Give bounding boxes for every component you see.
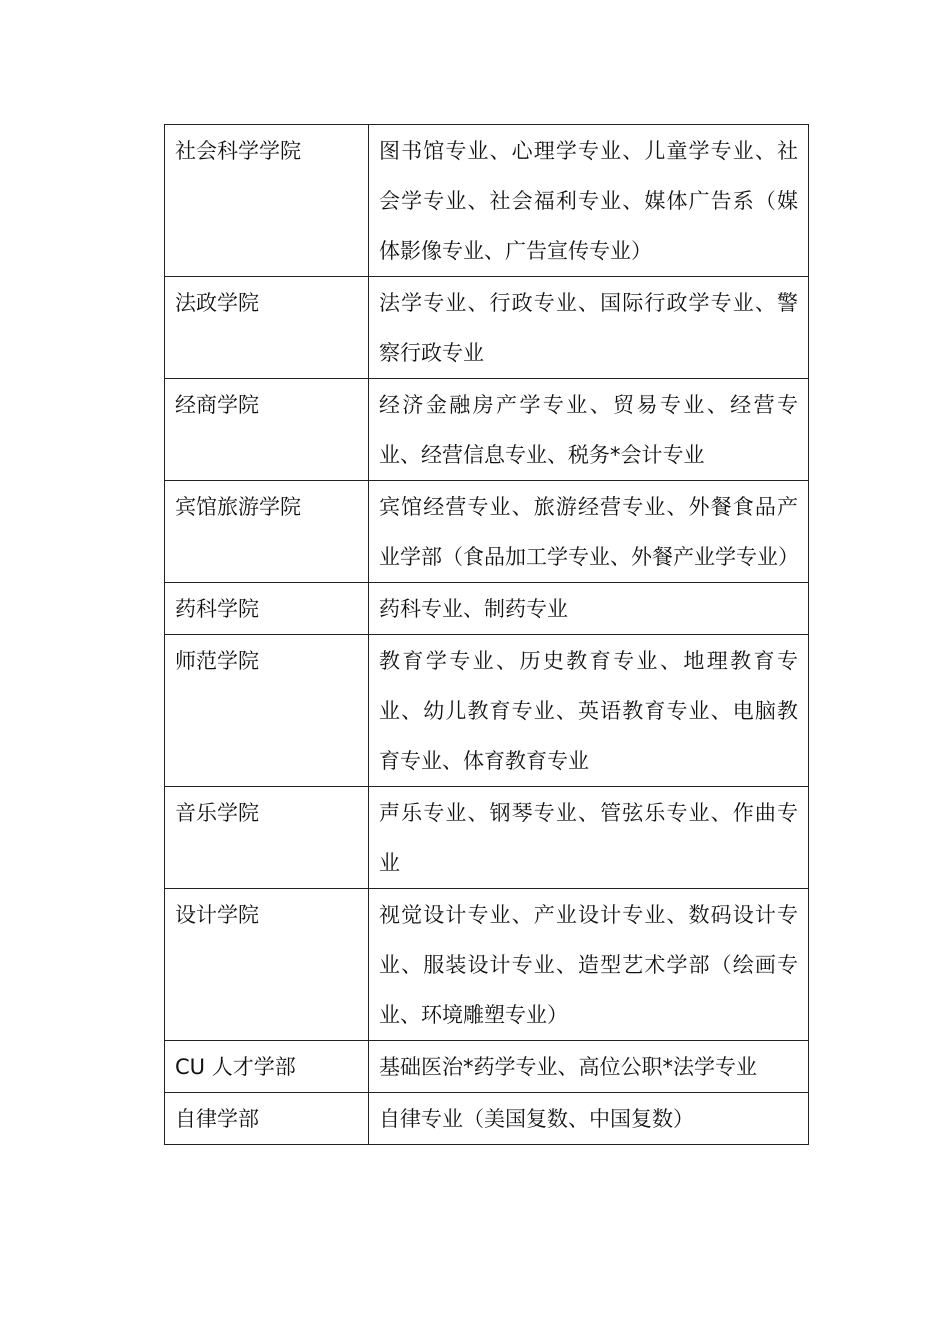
college-name: 设计学院 [165,889,369,1041]
majors-list: 法学专业、行政专业、国际行政学专业、警察行政专业 [369,277,809,379]
college-name: 药科学院 [165,583,369,635]
college-name: 社会科学学院 [165,125,369,277]
majors-list: 图书馆专业、心理学专业、儿童学专业、社会学专业、社会福利专业、媒体广告系（媒体影像专业、广告宣传专业） [369,125,809,277]
college-name: 法政学院 [165,277,369,379]
majors-list: 视觉设计专业、产业设计专业、数码设计专业、服装设计专业、造型艺术学部（绘画专业、环境雕塑专业） [369,889,809,1041]
college-name: CU 人才学部 [165,1041,369,1093]
table-row [165,125,809,277]
table-row [165,889,809,1041]
table-row [165,481,809,583]
table-row [165,635,809,787]
majors-list: 经济金融房产学专业、贸易专业、经营专业、经营信息专业、税务*会计专业 [369,379,809,481]
table-row [165,277,809,379]
college-name: 经商学院 [165,379,369,481]
college-name: 师范学院 [165,635,369,787]
table-row [165,379,809,481]
college-name: 自律学部 [165,1093,369,1145]
majors-list: 药科专业、制药专业 [369,583,809,635]
colleges-majors-table [164,124,809,1145]
college-name: 宾馆旅游学院 [165,481,369,583]
majors-list: 声乐专业、钢琴专业、管弦乐专业、作曲专业 [369,787,809,889]
table-row [165,1041,809,1093]
majors-list: 自律专业（美国复数、中国复数） [369,1093,809,1145]
table-row [165,1093,809,1145]
table-row [165,583,809,635]
majors-list: 教育学专业、历史教育专业、地理教育专业、幼儿教育专业、英语教育专业、电脑教育专业、体育教育专业 [369,635,809,787]
table-row [165,787,809,889]
majors-list: 基础医治*药学专业、高位公职*法学专业 [369,1041,809,1093]
majors-list: 宾馆经营专业、旅游经营专业、外餐食品产业学部（食品加工学专业、外餐产业学专业） [369,481,809,583]
college-name: 音乐学院 [165,787,369,889]
